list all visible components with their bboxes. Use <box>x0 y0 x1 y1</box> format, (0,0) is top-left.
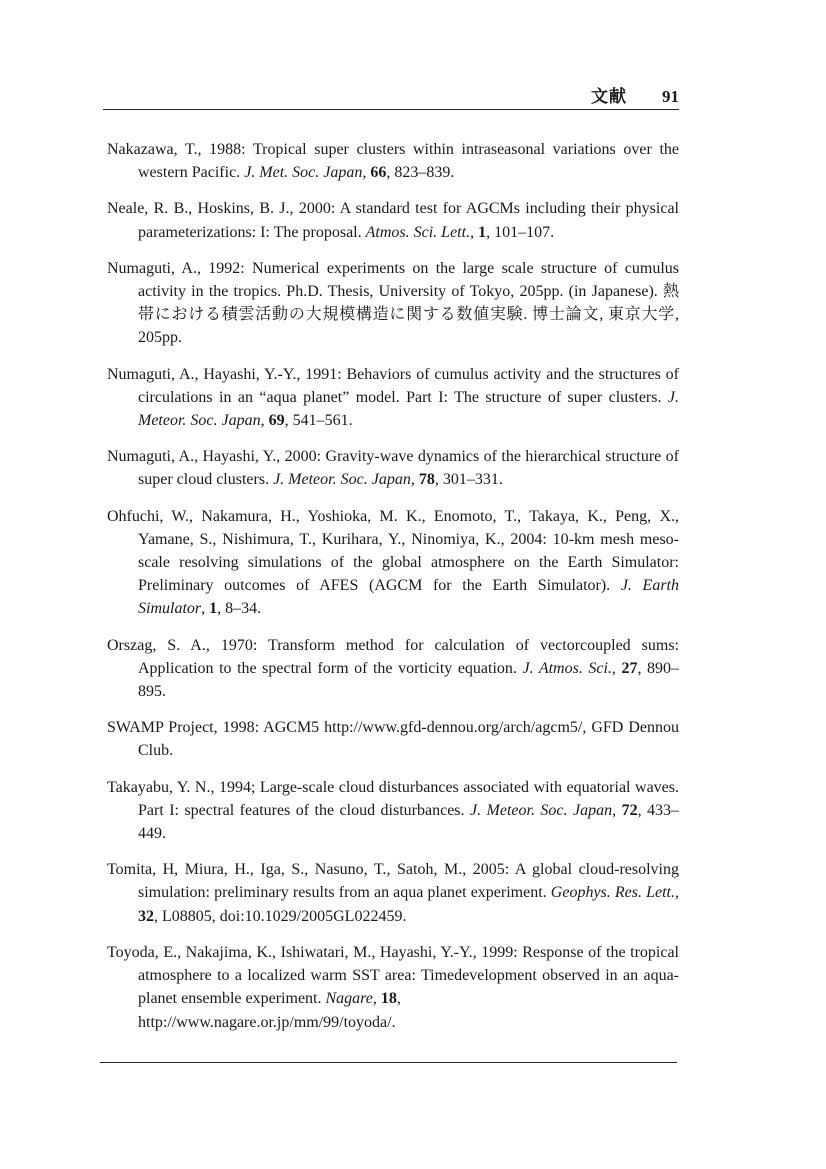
reference-text: , <box>675 884 679 902</box>
reference-text: , 301–331. <box>434 471 503 489</box>
reference-entry <box>107 634 679 704</box>
reference-text: Numaguti, A., Hayashi, Y.-Y., 1991: Behaviors of cumulus activity and the structures of circulations in an “aqua planet” model. Part I: The structure of super clusters. <box>107 365 679 406</box>
footer-rule <box>100 1062 677 1063</box>
reference-text: Numaguti, A., 1992: Numerical experiments on the large scale structure of cumulus activity in the tropics. Ph.D. Thesis, University of Tokyo, 205pp. (in Japanese). 熱帯における積雲活動の大規模構造に関する数値実験. 博士論文, 東京大学, 205pp. <box>107 259 679 347</box>
reference-text: Takayabu, Y. N., 1994; Large-scale cloud disturbances associated with equatorial waves. Part I: spectral features of the cloud disturbances. <box>107 778 679 819</box>
journal-name: Atmos. Sci. Lett. <box>365 223 471 241</box>
reference-text: Tomita, H, Miura, H., Iga, S., Nasuno, T., Satoh, M., 2005: A global cloud-resolving simulation: preliminary results from an aqua planet experiment. <box>107 861 679 902</box>
journal-name: Japan <box>573 801 613 819</box>
page-number: 91 <box>662 87 679 106</box>
reference-text: , <box>612 801 622 819</box>
journal-name: J. Atmos. Sci. <box>522 659 612 677</box>
reference-text: , <box>611 659 622 677</box>
reference-text: Nakazawa, T., 1988: Tropical super clusters within intraseasonal variations over the western Pacific. <box>107 141 679 182</box>
reference-text: SWAMP Project, 1998: AGCM5 http://www.gfd-dennou.org/arch/agcm5/, GFD Dennou Club. <box>107 719 679 760</box>
reference-entry <box>107 716 679 762</box>
reference-entry <box>107 257 679 350</box>
reference-text: , 433–449. <box>138 801 680 843</box>
reference-text: , <box>201 600 210 618</box>
reference-entry <box>107 445 679 491</box>
reference-text: , <box>362 164 371 182</box>
reference-text: , L08805, doi:10.1029/2005GL022459. <box>154 907 407 925</box>
volume-number: 27 <box>621 659 638 677</box>
reference-entry <box>107 138 679 184</box>
reference-text: http://www.nagare.or.jp/mm/99/toyoda/. <box>138 1013 396 1031</box>
reference-text: Orszag, S. A., 1970: Transform method for calculation of vectorcoupled sums: Application to the spectral form of the vorticity equation. <box>107 636 679 677</box>
journal-name: J. Meteor. Soc. Japan <box>138 388 679 430</box>
reference-text: , 8–34. <box>217 600 262 618</box>
reference-text: Toyoda, E., Nakajima, K., Ishiwatari, M., Hayashi, Y.-Y., 1999: Response of the tropical atmosphere to a localized warm SST area: Timedevelopment observed in an aqua-planet ensemble experiment. <box>107 943 679 1008</box>
reference-text: , <box>260 412 269 430</box>
journal-name: Nagare <box>325 990 373 1008</box>
reference-text: , 890–895. <box>138 659 680 701</box>
volume-number: 32 <box>138 907 154 925</box>
reference-text: , <box>372 990 381 1008</box>
references-list <box>107 138 679 1047</box>
volume-number: 1 <box>478 223 487 241</box>
reference-text: Ohfuchi, W., Nakamura, H., Yoshioka, M. K., Enomoto, T., Takaya, K., Peng, X., Yamane, S., Nishimura, T., Kurihara, Y., Ninomiya, K., 2004: 10-km mesh meso-scale resolving simulations of the global atmosphere on the Earth Simulator: Preliminary outcomes of AFES (AGCM for the Earth Simulator). <box>107 507 679 595</box>
journal-name: J. Earth Simulator <box>138 577 679 618</box>
reference-entry <box>107 505 679 621</box>
reference-text: , 823–839. <box>386 164 455 182</box>
volume-number: 69 <box>268 412 285 430</box>
reference-entry <box>107 858 679 928</box>
volume-number: 78 <box>418 471 435 489</box>
reference-text: , 541–561. <box>284 412 353 430</box>
reference-text: Neale, R. B., Hoskins, B. J., 2000: A standard test for AGCMs including their physical parameterizations: I: The proposal. <box>107 200 679 241</box>
reference-text: , <box>470 223 479 241</box>
reference-text: , 101–107. <box>486 223 555 241</box>
journal-name: Geophys. Res. Lett. <box>550 884 675 902</box>
running-header <box>107 82 679 107</box>
volume-number: 72 <box>621 801 638 819</box>
volume-number: 18 <box>380 990 397 1008</box>
reference-entry <box>107 776 679 846</box>
reference-text: , <box>410 471 419 489</box>
volume-number: 1 <box>209 600 218 618</box>
reference-entry <box>107 363 679 433</box>
reference-entry <box>107 197 679 243</box>
reference-entry <box>107 941 679 1034</box>
chapter-title: 文献 <box>591 87 627 106</box>
header-rule <box>103 109 679 110</box>
journal-name: J. Met. Soc. Japan <box>244 164 363 182</box>
journal-name: J. Meteor. Soc. <box>469 801 568 819</box>
reference-text: Numaguti, A., Hayashi, Y., 2000: Gravity-wave dynamics of the hierarchical structure of super cloud clusters. <box>107 448 679 489</box>
reference-text: , <box>396 990 401 1008</box>
volume-number: 66 <box>370 164 387 182</box>
journal-name: J. Meteor. Soc. Japan <box>273 471 411 489</box>
